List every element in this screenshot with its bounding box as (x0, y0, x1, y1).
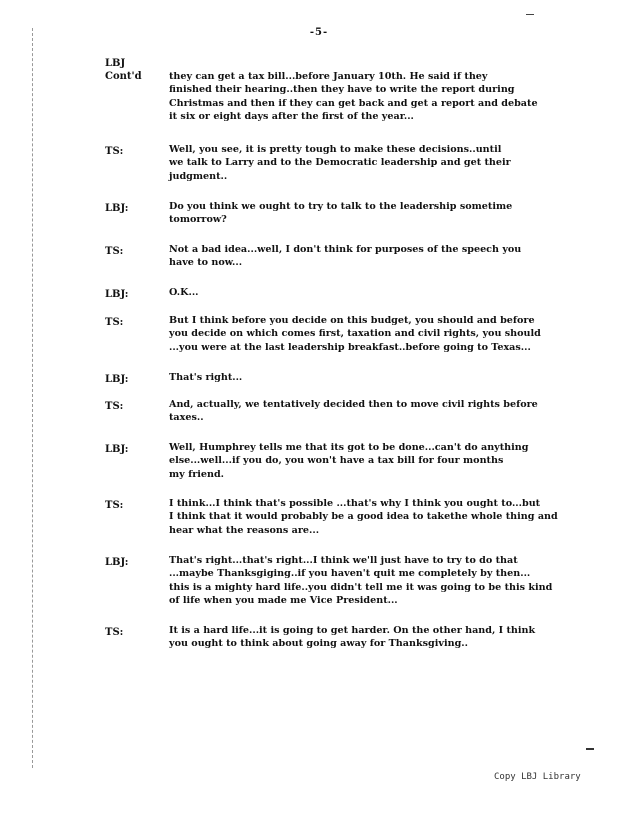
library-footer: Copy LBJ Library (494, 772, 581, 782)
speech-text: I think...I think that's possible ...that's why I think you ought to...but I think that it would probably be a good idea to takethe whole thing and hear what the reasons are... (169, 498, 558, 536)
speech-text: That's right... (169, 372, 243, 383)
speech-text: Do you think we ought to try to talk to the leadership sometime tomorrow? (169, 201, 513, 226)
speaker-label: TS: (105, 627, 124, 638)
bottom-mark (586, 748, 594, 750)
speech-text: Well, you see, it is pretty tough to make these decisions..until we talk to Larry and to the Democratic leadership and get their judgment.. (169, 144, 511, 182)
speech-text: O.K... (169, 287, 199, 298)
speech-text: Not a bad idea...well, I don't think for purposes of the speech you have to now... (169, 244, 522, 269)
speaker-label: TS: (105, 246, 124, 257)
speech-text: That's right...that's right...I think we'll just have to try to do that ...maybe Thanksgiging..if you haven't quit me completely by then... this is a mighty hard life..you didn't tell me it was going to be this kind of life when you made me Vice President... (169, 555, 553, 606)
speaker-label: LBJ Cont'd (105, 58, 142, 82)
speech-text: But I think before you decide on this budget, you should and before you decide on which comes first, taxation and civil rights, you should ...you were at the last leadership breakfast..before going to Texas... (169, 315, 541, 353)
speech-text: they can get a tax bill...before January 10th. He said if they finished their hearing..then they have to write the report during Christmas and then if they can get back and get a report and debate it six or eight days after the first of the year... (169, 71, 538, 122)
page-number: -5- (309, 27, 329, 38)
speaker-label: LBJ: (105, 557, 129, 568)
top-mark (526, 14, 534, 15)
speech-text: And, actually, we tentatively decided then to move civil rights before taxes.. (169, 399, 538, 424)
speaker-label: LBJ: (105, 289, 129, 300)
speaker-label: TS: (105, 146, 124, 157)
speaker-label: LBJ: (105, 374, 129, 385)
speech-text: Well, Humphrey tells me that its got to be done...can't do anything else...well...if you do, you won't have a tax bill for four months my friend. (169, 442, 529, 480)
speaker-label: TS: (105, 401, 124, 412)
speaker-label: TS: (105, 500, 124, 511)
speaker-label: TS: (105, 317, 124, 328)
speech-text: It is a hard life...it is going to get harder. On the other hand, I think you ought to think about going away for Thanksgiving.. (169, 625, 536, 650)
margin-rule (32, 28, 33, 768)
speaker-label: LBJ: (105, 203, 129, 214)
speaker-label: LBJ: (105, 444, 129, 455)
